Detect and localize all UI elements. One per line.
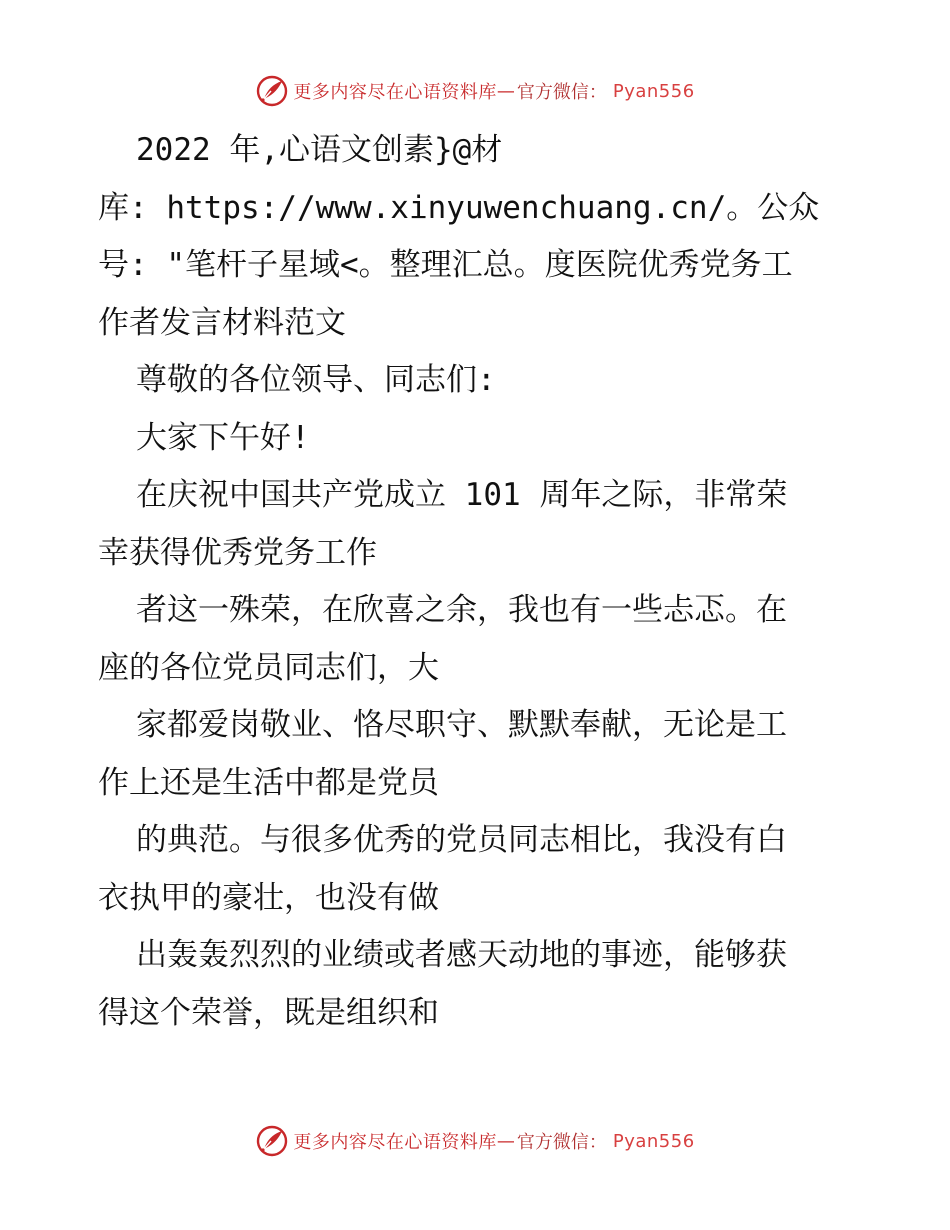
banner-text: 更多内容尽在心语资料库 — [293, 1132, 497, 1153]
header-banner — [0, 71, 950, 111]
banner-label: 官方微信： — [516, 1132, 607, 1153]
banner-separator: — — [496, 80, 515, 102]
document-body — [98, 122, 858, 1042]
banner-handle: Pyan556 — [612, 80, 695, 102]
text-line: 库: https://www.xinyuwenchuang.cn/。公众 — [98, 189, 820, 226]
text-line: 得这个荣誉，既是组织和 — [98, 994, 439, 1031]
text-line: 幸获得优秀党务工作 — [98, 534, 377, 571]
text-line: 大家下午好! — [136, 419, 310, 456]
text-line: 座的各位党员同志们，大 — [98, 649, 439, 686]
footer-banner — [0, 1121, 950, 1161]
banner-separator: — — [496, 1130, 515, 1152]
text-line: 的典范。与很多优秀的党员同志相比，我没有白 — [136, 822, 787, 858]
text-line: 2022 年,心语文创素}@材 — [136, 132, 503, 168]
text-line: 出轰轰烈烈的业绩或者感天动地的事迹，能够获 — [136, 937, 787, 973]
text-line: 家都爱岗敬业、恪尽职守、默默奉献，无论是工 — [136, 707, 787, 743]
text-line: 者这一殊荣，在欣喜之余，我也有一些忐忑。在 — [136, 592, 787, 628]
banner-text: 更多内容尽在心语资料库 — [293, 82, 497, 103]
text-line: 尊敬的各位领导、同志们: — [136, 362, 496, 398]
banner-label: 官方微信： — [516, 82, 607, 103]
feather-pen-logo-icon — [255, 1124, 289, 1158]
text-line: 在庆祝中国共产党成立 101 周年之际，非常荣 — [136, 477, 788, 513]
text-line: 作者发言材料范文 — [98, 304, 346, 341]
feather-pen-logo-icon — [255, 74, 289, 108]
banner-handle: Pyan556 — [612, 1130, 695, 1152]
text-line: 号: "笔杆子星域<。整理汇总。度医院优秀党务工 — [98, 247, 793, 283]
text-line: 作上还是生活中都是党员 — [98, 764, 439, 801]
text-line: 衣执甲的豪壮，也没有做 — [98, 879, 439, 916]
